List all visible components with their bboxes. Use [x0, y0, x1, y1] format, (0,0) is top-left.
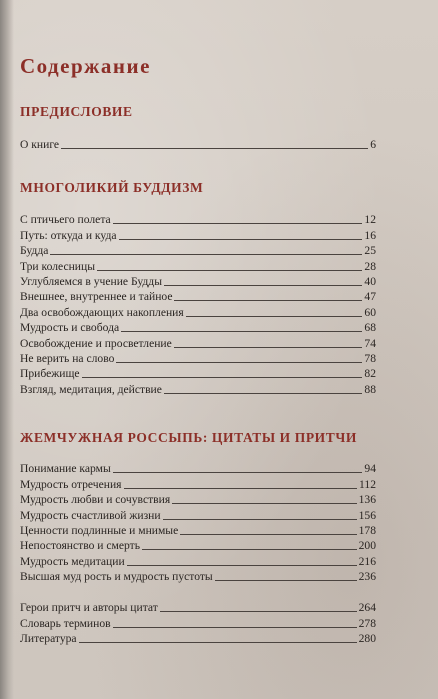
toc-entry-page: 264	[358, 601, 376, 615]
toc-entry[interactable]	[20, 506, 376, 521]
toc-leader-line	[215, 580, 357, 581]
toc-entry-label: Взгляд, медитация, действие	[20, 382, 162, 396]
page-title: Содержание	[20, 54, 151, 78]
toc-entry-page: 16	[364, 228, 376, 242]
toc-group-many-faced-buddhism	[20, 211, 376, 396]
toc-entry[interactable]	[20, 614, 376, 629]
toc-entry[interactable]	[20, 319, 376, 334]
toc-leader-line	[113, 627, 357, 628]
toc-entry-label: Два освобождающих накопления	[20, 305, 184, 319]
section-heading-pearl-scatter: ЖЕМЧУЖНАЯ РОССЫПЬ: ЦИТАТЫ И ПРИТЧИ	[20, 430, 357, 445]
toc-leader-line	[127, 565, 357, 566]
toc-group-appendix	[20, 599, 376, 645]
toc-leader-line	[121, 331, 362, 332]
toc-entry-label: Три колесницы	[20, 259, 95, 273]
toc-entry[interactable]	[20, 211, 376, 226]
toc-entry-label: Непостоянство и смерть	[20, 539, 141, 553]
toc-leader-line	[50, 254, 362, 255]
toc-entry-label: Путь: откуда и куда	[20, 228, 117, 242]
toc-entry[interactable]	[20, 522, 376, 537]
toc-entry-label: Будда	[20, 244, 49, 258]
section-heading-preface: ПРЕДИСЛОВИЕ	[20, 104, 133, 119]
toc-entry-label: Прибежище	[20, 367, 80, 381]
toc-entry-label: Мудрость отречения	[20, 477, 122, 491]
toc-entry-page: 28	[364, 259, 376, 273]
toc-entry-label: Понимание кармы	[20, 462, 111, 476]
toc-entry-page: 216	[358, 554, 376, 568]
toc-entry-page: 156	[358, 508, 376, 522]
toc-entry-page: 78	[364, 351, 376, 365]
toc-entry-page: 94	[364, 462, 376, 476]
toc-entry-page: 12	[364, 213, 376, 227]
toc-entry[interactable]	[20, 475, 376, 490]
toc-leader-line	[142, 549, 357, 550]
toc-leader-line	[119, 239, 363, 240]
toc-entry-page: 82	[364, 367, 376, 381]
toc-entry-page: 60	[364, 305, 376, 319]
toc-entry-label: Мудрость счастливой жизни	[20, 508, 161, 522]
toc-group-pearl-scatter	[20, 460, 376, 583]
toc-leader-line	[61, 148, 368, 149]
toc-leader-line	[82, 377, 363, 378]
toc-entry[interactable]	[20, 380, 376, 395]
toc-entry[interactable]	[20, 242, 376, 257]
toc-entry[interactable]	[20, 288, 376, 303]
toc-entry[interactable]	[20, 273, 376, 288]
toc-leader-line	[164, 393, 363, 394]
toc-entry-label: Мудрость и свобода	[20, 321, 120, 335]
toc-leader-line	[116, 362, 362, 363]
toc-entry[interactable]	[20, 552, 376, 567]
toc-entry[interactable]	[20, 537, 376, 552]
toc-entry-page: 178	[358, 523, 376, 537]
toc-entry-label: Мудрость любви и сочувствия	[20, 493, 171, 507]
toc-group-preface	[20, 136, 376, 151]
toc-leader-line	[97, 270, 362, 271]
toc-entry-label: Герои притч и авторы цитат	[20, 601, 158, 615]
toc-entry[interactable]	[20, 568, 376, 583]
toc-entry-page: 280	[358, 632, 376, 646]
toc-leader-line	[172, 503, 356, 504]
toc-leader-line	[163, 519, 357, 520]
toc-entry[interactable]	[20, 599, 376, 614]
toc-leader-line	[180, 534, 356, 535]
toc-leader-line	[186, 316, 363, 317]
toc-leader-line	[113, 223, 363, 224]
toc-leader-line	[79, 642, 357, 643]
toc-entry[interactable]	[20, 630, 376, 645]
toc-entry-label: Ценности подлинные и мнимые	[20, 523, 179, 537]
toc-entry-page: 6	[370, 138, 376, 152]
toc-entry-label: Литература	[20, 632, 77, 646]
toc-entry[interactable]	[20, 365, 376, 380]
toc-entry-label: Углубляемся в учение Будды	[20, 274, 162, 288]
toc-leader-line	[160, 611, 357, 612]
toc-leader-line	[164, 285, 362, 286]
toc-entry-page: 88	[364, 382, 376, 396]
page-spine-shadow	[0, 0, 14, 699]
toc-entry[interactable]	[20, 136, 376, 151]
toc-entry-page: 47	[364, 290, 376, 304]
toc-entry-page: 112	[359, 477, 376, 491]
toc-entry-label: О книге	[20, 138, 60, 152]
toc-entry-page: 200	[358, 539, 376, 553]
toc-entry-page: 136	[358, 493, 376, 507]
toc-leader-line	[113, 472, 363, 473]
toc-entry[interactable]	[20, 303, 376, 318]
toc-entry[interactable]	[20, 460, 376, 475]
toc-leader-line	[174, 300, 362, 301]
toc-entry-label: Высшая муд рость и мудрость пустоты	[20, 570, 213, 584]
toc-entry-page: 74	[364, 336, 376, 350]
toc-leader-line	[174, 347, 363, 348]
toc-entry-page: 278	[358, 616, 376, 630]
toc-entry-page: 40	[364, 274, 376, 288]
toc-entry[interactable]	[20, 350, 376, 365]
toc-entry-label: С птичьего полета	[20, 213, 111, 227]
toc-entry[interactable]	[20, 491, 376, 506]
toc-leader-line	[124, 488, 358, 489]
toc-entry-label: Мудрость медитации	[20, 554, 125, 568]
toc-entry-label: Освобождение и просветление	[20, 336, 172, 350]
toc-entry-label: Внешнее, внутреннее и тайное	[20, 290, 173, 304]
toc-entry-label: Словарь терминов	[20, 616, 111, 630]
section-heading-many-faced-buddhism: МНОГОЛИКИЙ БУДДИЗМ	[20, 180, 204, 195]
toc-entry[interactable]	[20, 226, 376, 241]
toc-entry-label: Не верить на слово	[20, 351, 115, 365]
toc-entry-page: 236	[358, 570, 376, 584]
toc-entry[interactable]	[20, 257, 376, 272]
toc-entry-page: 68	[364, 321, 376, 335]
toc-entry-page: 25	[364, 244, 376, 258]
toc-entry[interactable]	[20, 334, 376, 349]
